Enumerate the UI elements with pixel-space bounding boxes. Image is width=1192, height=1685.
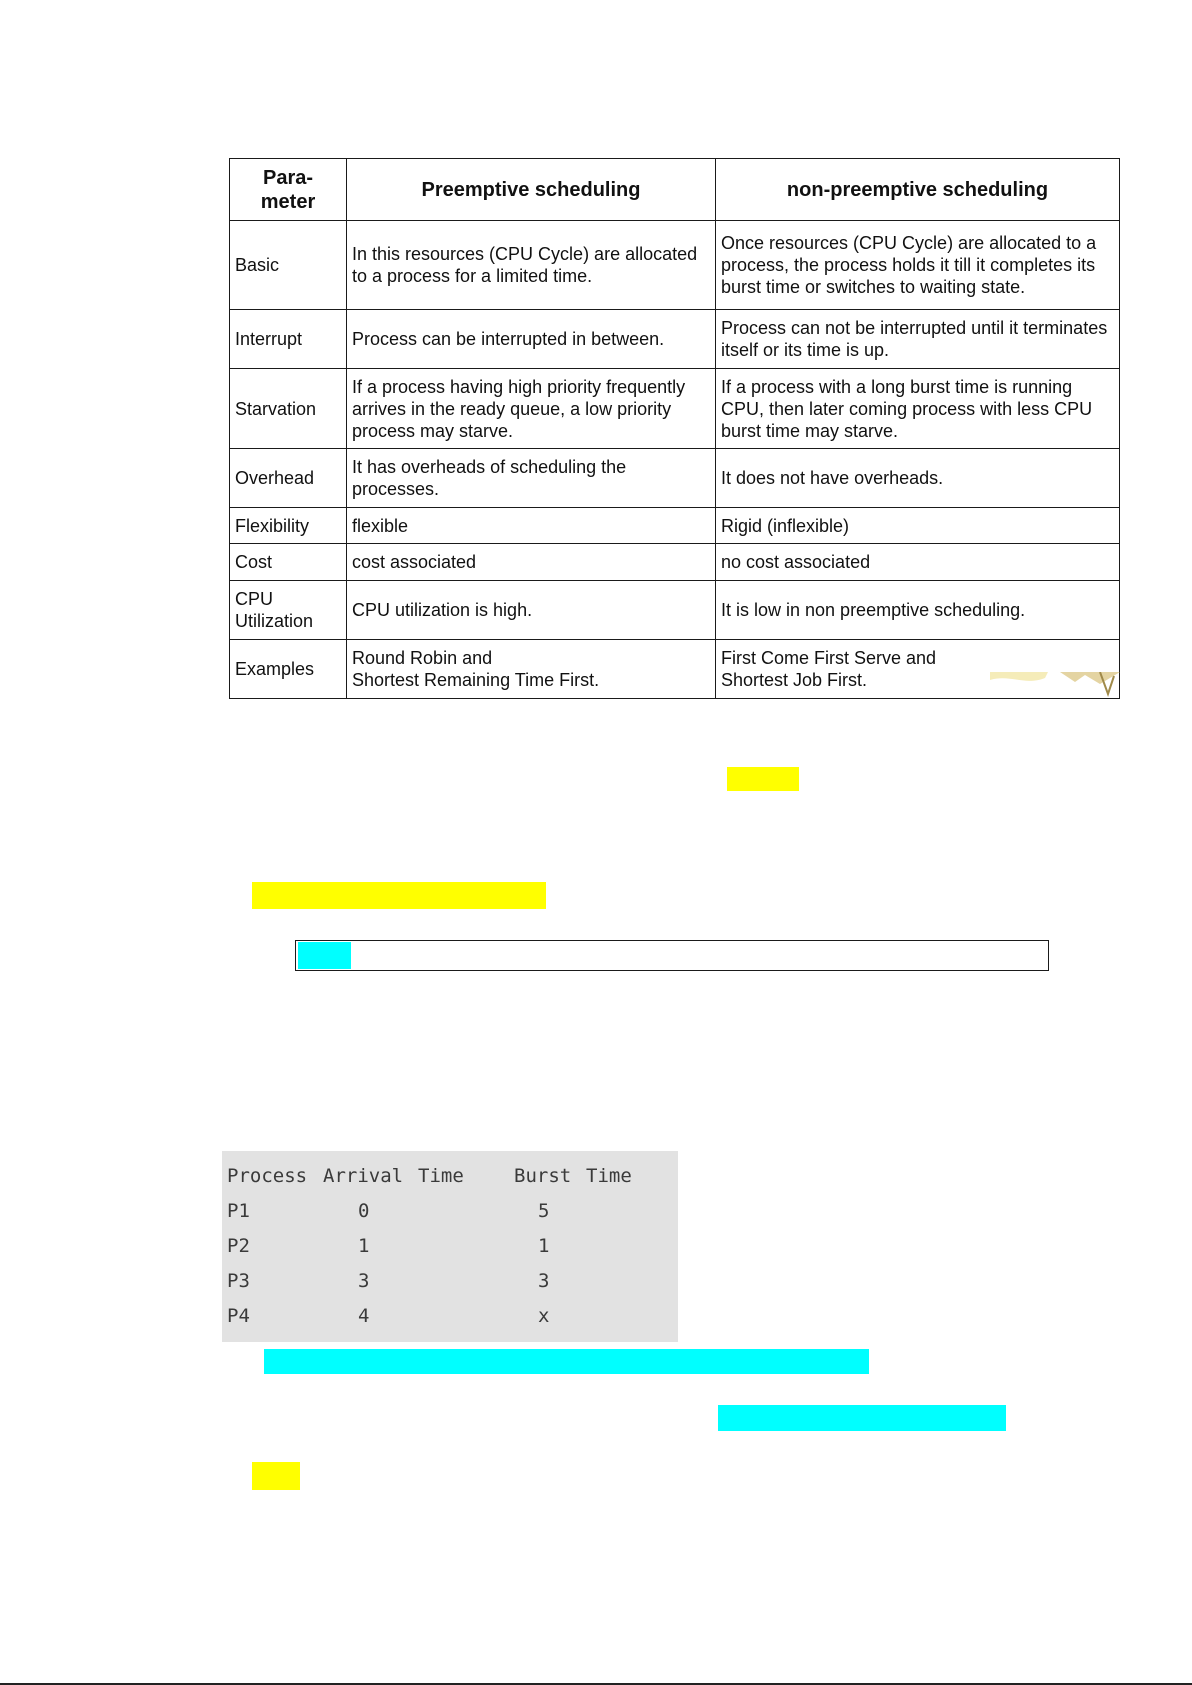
process-id: P3 bbox=[227, 1270, 250, 1292]
scheduling-comparison-table bbox=[229, 158, 1120, 699]
highlight-bar-cyan bbox=[264, 1349, 869, 1374]
row-parameter: Overhead bbox=[230, 449, 347, 508]
burst-time: 1 bbox=[538, 1235, 550, 1257]
arrival-time: 3 bbox=[358, 1270, 370, 1292]
highlight-bar-yellow bbox=[727, 767, 799, 791]
table-row bbox=[230, 640, 1120, 699]
row-parameter: Flexibility bbox=[230, 508, 347, 544]
table-row bbox=[230, 508, 1120, 544]
highlight-bar-cyan bbox=[718, 1405, 1006, 1431]
row-non-preemptive: If a process with a long burst time is running CPU, then later coming process with less CPU burst time may starve. bbox=[716, 369, 1120, 449]
table-row bbox=[230, 310, 1120, 369]
process-id: P1 bbox=[227, 1200, 250, 1222]
row-non-preemptive: Process can not be interrupted until it terminates itself or its time is up. bbox=[716, 310, 1120, 369]
row-parameter: Starvation bbox=[230, 369, 347, 449]
row-preemptive: cost associated bbox=[347, 544, 716, 581]
row-preemptive: Process can be interrupted in between. bbox=[347, 310, 716, 369]
row-non-preemptive: It is low in non preemptive scheduling. bbox=[716, 581, 1120, 640]
row-non-preemptive: It does not have overheads. bbox=[716, 449, 1120, 508]
row-parameter: Examples bbox=[230, 640, 347, 699]
table-row bbox=[230, 544, 1120, 581]
row-preemptive: If a process having high priority frequently arrives in the ready queue, a low priority process may starve. bbox=[347, 369, 716, 449]
row-parameter: Interrupt bbox=[230, 310, 347, 369]
header-preemptive: Preemptive scheduling bbox=[347, 159, 716, 221]
row-non-preemptive: no cost associated bbox=[716, 544, 1120, 581]
header-arrival-time: Time bbox=[418, 1165, 464, 1187]
table-row bbox=[230, 581, 1120, 640]
process-id: P2 bbox=[227, 1235, 250, 1257]
process-id: P4 bbox=[227, 1305, 250, 1327]
arrival-time: 4 bbox=[358, 1305, 370, 1327]
row-non-preemptive: Rigid (inflexible) bbox=[716, 508, 1120, 544]
header-burst: Burst bbox=[514, 1165, 572, 1187]
highlight-bar-yellow bbox=[252, 882, 546, 909]
header-arrival: Arrival bbox=[323, 1165, 404, 1187]
row-preemptive: CPU utilization is high. bbox=[347, 581, 716, 640]
highlight-bar-cyan bbox=[298, 942, 351, 969]
row-non-preemptive: First Come First Serve and Shortest Job First. bbox=[716, 640, 1120, 699]
arrival-time: 0 bbox=[358, 1200, 370, 1222]
row-non-preemptive: Once resources (CPU Cycle) are allocated to a process, the process holds it till it completes its burst time or switches to waiting state. bbox=[716, 221, 1120, 310]
header-parameter: Para- meter bbox=[230, 159, 347, 221]
row-parameter: Basic bbox=[230, 221, 347, 310]
table-row bbox=[230, 221, 1120, 310]
burst-time: x bbox=[538, 1305, 550, 1327]
header-burst-time: Time bbox=[586, 1165, 632, 1187]
header-non-preemptive: non-preemptive scheduling bbox=[716, 159, 1120, 221]
row-parameter: Cost bbox=[230, 544, 347, 581]
burst-time: 3 bbox=[538, 1270, 550, 1292]
row-preemptive: It has overheads of scheduling the processes. bbox=[347, 449, 716, 508]
arrival-time: 1 bbox=[358, 1235, 370, 1257]
highlight-bar-yellow bbox=[252, 1462, 300, 1490]
answer-box bbox=[295, 940, 1049, 971]
header-process: Process bbox=[227, 1165, 308, 1187]
process-table bbox=[222, 1151, 678, 1342]
row-preemptive: Round Robin and Shortest Remaining Time First. bbox=[347, 640, 716, 699]
row-parameter: CPU Utilization bbox=[230, 581, 347, 640]
table-header-row bbox=[230, 159, 1120, 221]
burst-time: 5 bbox=[538, 1200, 550, 1222]
decorative-graphic bbox=[990, 672, 1120, 702]
table-row bbox=[230, 369, 1120, 449]
row-preemptive: flexible bbox=[347, 508, 716, 544]
table-row bbox=[230, 449, 1120, 508]
row-preemptive: In this resources (CPU Cycle) are allocated to a process for a limited time. bbox=[347, 221, 716, 310]
